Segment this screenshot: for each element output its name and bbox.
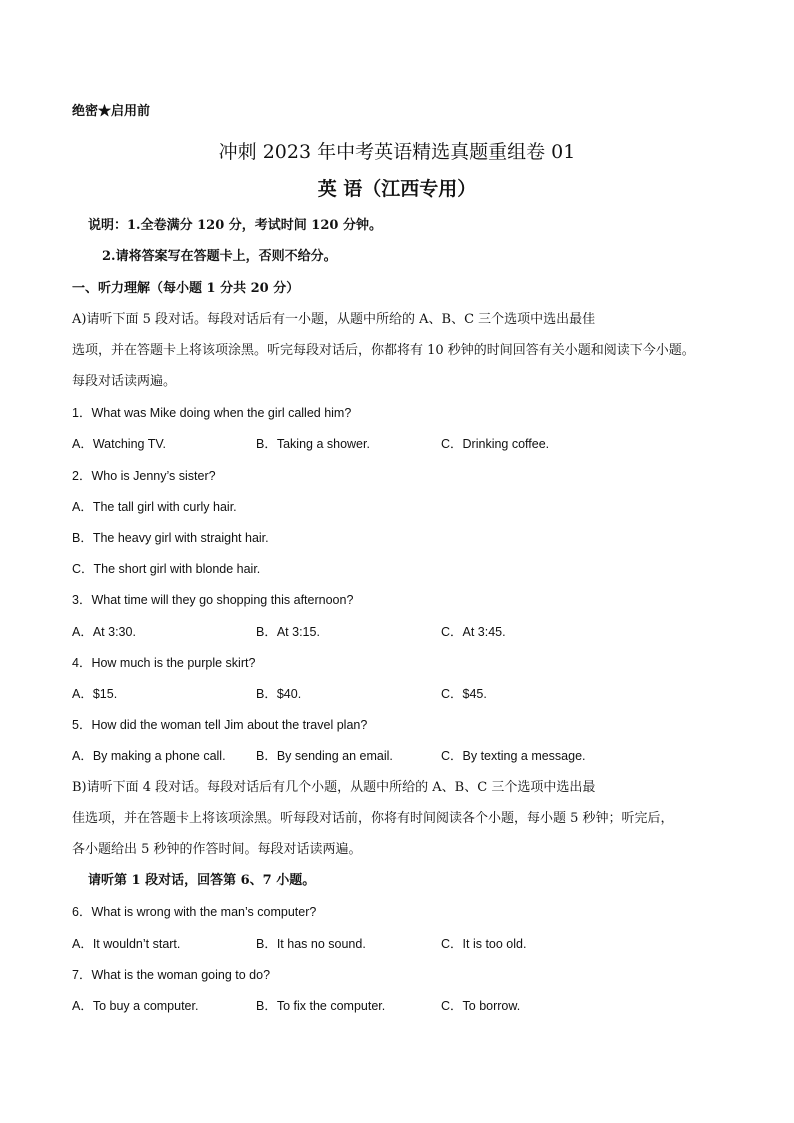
q4-option-a: A．$15. <box>72 687 118 701</box>
q1-option-b: B．Taking a shower. <box>256 437 370 451</box>
q1-option-a: A．Watching TV. <box>72 437 167 451</box>
exam-title: 冲刺 2023 年中考英语精选真题重组卷 01 <box>218 141 576 163</box>
question-1: 1．What was Mike doing when the girl called him? <box>72 406 352 420</box>
q4-option-c: C．$45. <box>441 687 487 701</box>
note-2: 2.请将答案写在答题卡上，否则不给分。 <box>102 249 337 264</box>
question-7: 7．What is the woman going to do? <box>72 968 271 982</box>
part-b-instruction-1: B)请听下面 4 段对话。每段对话后有几个小题，从题中所给的 A、B、C 三个选项中选出最 <box>72 780 596 795</box>
q2-option-c: C．The short girl with blonde hair. <box>72 562 261 576</box>
question-4: 4．How much is the purple skirt? <box>72 656 256 670</box>
q1-option-c: C．Drinking coffee. <box>441 437 550 451</box>
q5-option-b: B．By sending an email. <box>256 749 393 763</box>
q3-option-c: C．At 3:45. <box>441 625 506 639</box>
note-1: 说明：1.全卷满分 120 分，考试时间 120 分钟。 <box>88 218 382 233</box>
question-5: 5．How did the woman tell Jim about the travel plan? <box>72 718 368 732</box>
q7-option-c: C．To borrow. <box>441 999 521 1013</box>
secret-mark: 绝密★启用前 <box>72 104 151 119</box>
q4-option-b: B．$40. <box>256 687 302 701</box>
q6-option-a: A．It wouldn’t start. <box>72 937 181 951</box>
q7-option-a: A．To buy a computer. <box>72 999 199 1013</box>
q2-option-a: A．The tall girl with curly hair. <box>72 500 237 514</box>
q6-option-c: C．It is too old. <box>441 937 527 951</box>
part-a-instruction-3: 每段对话读两遍。 <box>72 374 177 389</box>
q5-option-c: C．By texting a message. <box>441 749 586 763</box>
question-2: 2．Who is Jenny’s sister? <box>72 469 216 483</box>
question-3: 3．What time will they go shopping this afternoon? <box>72 593 354 607</box>
dialogue-1-heading: 请听第 1 段对话，回答第 6、7 小题。 <box>88 873 316 888</box>
part-a-instruction-1: A)请听下面 5 段对话。每段对话后有一小题，从题中所给的 A、B、C 三个选项中选出最佳 <box>72 312 596 327</box>
section-heading: 一、听力理解（每小题 1 分共 20 分） <box>72 281 300 296</box>
q3-option-a: A．At 3:30. <box>72 625 136 639</box>
q7-option-b: B．To fix the computer. <box>256 999 386 1013</box>
question-6: 6．What is wrong with the man’s computer? <box>72 905 317 919</box>
exam-subtitle: 英 语（江西专用） <box>317 178 477 200</box>
part-a-instruction-2: 选项，并在答题卡上将该项涂黑。听完每段对话后，你都将有 10 秒钟的时间回答有关小题和阅读下今小题。 <box>72 343 695 358</box>
q5-option-a: A．By making a phone call. <box>72 749 226 763</box>
part-b-instruction-3: 各小题给出 5 秒钟的作答时间。每段对话读两遍。 <box>72 842 362 857</box>
part-b-instruction-2: 佳选项，并在答题卡上将该项涂黑。听每段对话前，你将有时间阅读各个小题，每小题 5 秒钟；听完后， <box>72 811 674 826</box>
q2-option-b: B．The heavy girl with straight hair. <box>72 531 269 545</box>
q3-option-b: B．At 3:15. <box>256 625 320 639</box>
q6-option-b: B．It has no sound. <box>256 937 366 951</box>
